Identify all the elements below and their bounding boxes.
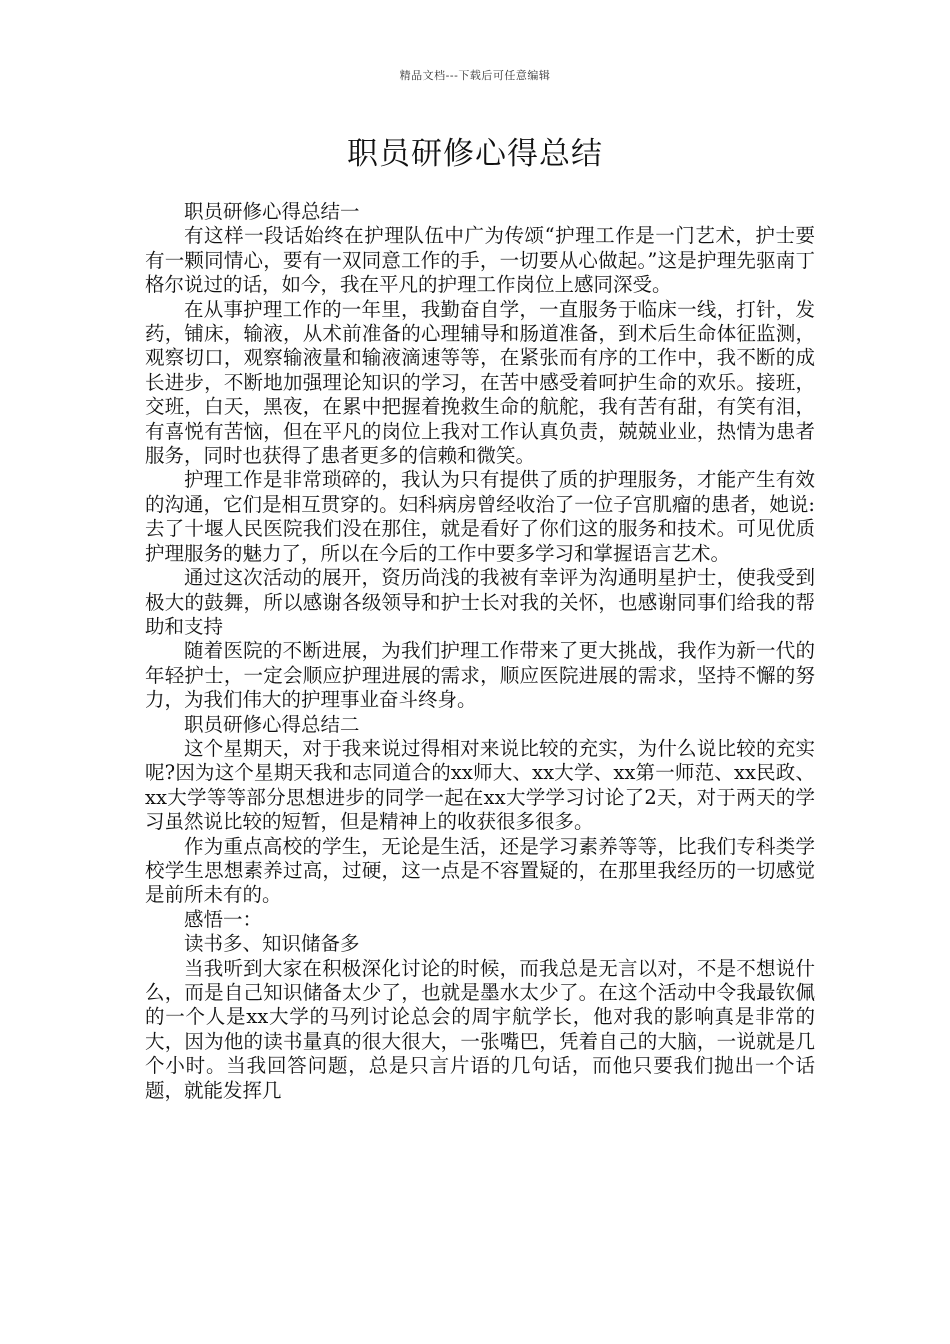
section-heading-2: 职员研修心得总结二 [184,712,360,736]
paragraph: 作为重点高校的学生，无论是生活，还是学习素养等等，比我们专科类学校学生思想素养过高，过硬，这一点是不容置疑的，在那里我经历的一切感觉是前所未有的。 [145,834,815,907]
paragraph: 护理工作是非常琐碎的，我认为只有提供了质的护理服务，才能产生有效的沟通，它们是相互贯穿的。妇科病房曾经收治了一位子宫肌瘤的患者，她说:去了十堰人民医院我们没在那住，就是看好了你们这的服务和技术。可见优质护理服务的魅力了，所以在今后的工作中要多学习和掌握语言艺术。 [145,468,815,565]
header-note: 精品文档---下载后可任意编辑 [399,69,551,82]
paragraph: 随着医院的不断进展，为我们护理工作带来了更大挑战，我作为新一代的年轻护士，一定会顺应护理进展的需求，顺应医院进展的需求，坚持不懈的努力，为我们伟大的护理事业奋斗终身。 [145,639,815,712]
subheading-reading: 读书多、知识储备多 [184,932,360,956]
document-body [145,200,815,1103]
paragraph: 这个星期天，对于我来说过得相对来说比较的充实，为什么说比较的充实呢?因为这个星期天我和志同道合的xx师大、xx大学、xx第一师范、xx民政、xx大学等等部分思想进步的同学一起在xx大学学习讨论了2天，对于两天的学习虽然说比较的短暂，但是精神上的收获很多很多。 [145,736,815,834]
paragraph: 通过这次活动的展开，资历尚浅的我被有幸评为沟通明星护士，使我受到极大的鼓舞，所以感谢各级领导和护士长对我的关怀，也感谢同事们给我的帮助和支持 [145,566,815,638]
section-heading-1: 职员研修心得总结一 [184,200,360,223]
paragraph: 在从事护理工作的一年里，我勤奋自学，一直服务于临床一线，打针，发药，铺床，输液，从术前准备的心理辅导和肠道准备，到术后生命体征监测，观察切口，观察输液量和输液滴速等等，在紧张而有序的工作中，我不断的成长进步，不断地加强理论知识的学习，在苦中感受着呵护生命的欢乐。接班，交班，白天，黑夜，在累中把握着挽救生命的航舵，我有苦有甜，有笑有泪，有喜悦有苦恼，但在平凡的岗位上我对工作认真负责，兢兢业业，热情为患者服务，同时也获得了患者更多的信赖和微笑。 [145,297,815,468]
subheading-insight-1: 感悟一： [184,907,263,931]
document-title: 职员研修心得总结 [347,136,603,172]
paragraph: 有这样一段话始终在护理队伍中广为传颂“护理工作是一门艺术，护士要有一颗同情心，要有一双同意工作的手，一切要从心做起。”这是护理先驱南丁格尔说过的话，如今，我在平凡的护理工作岗位上感同深受。 [145,224,815,297]
paragraph: 当我听到大家在积极深化讨论的时候，而我总是无言以对，不是不想说什么，而是自己知识储备太少了，也就是墨水太少了。在这个活动中令我最钦佩的一个人是xx大学的马列讨论总会的周宇航学长，他对我的影响真是非常的大，因为他的读书量真的很大很大，一张嘴巴，凭着自己的大脑，一说就是几个小时。当我回答问题，总是只言片语的几句话，而他只要我们抛出一个话题，就能发挥几 [145,956,815,1102]
